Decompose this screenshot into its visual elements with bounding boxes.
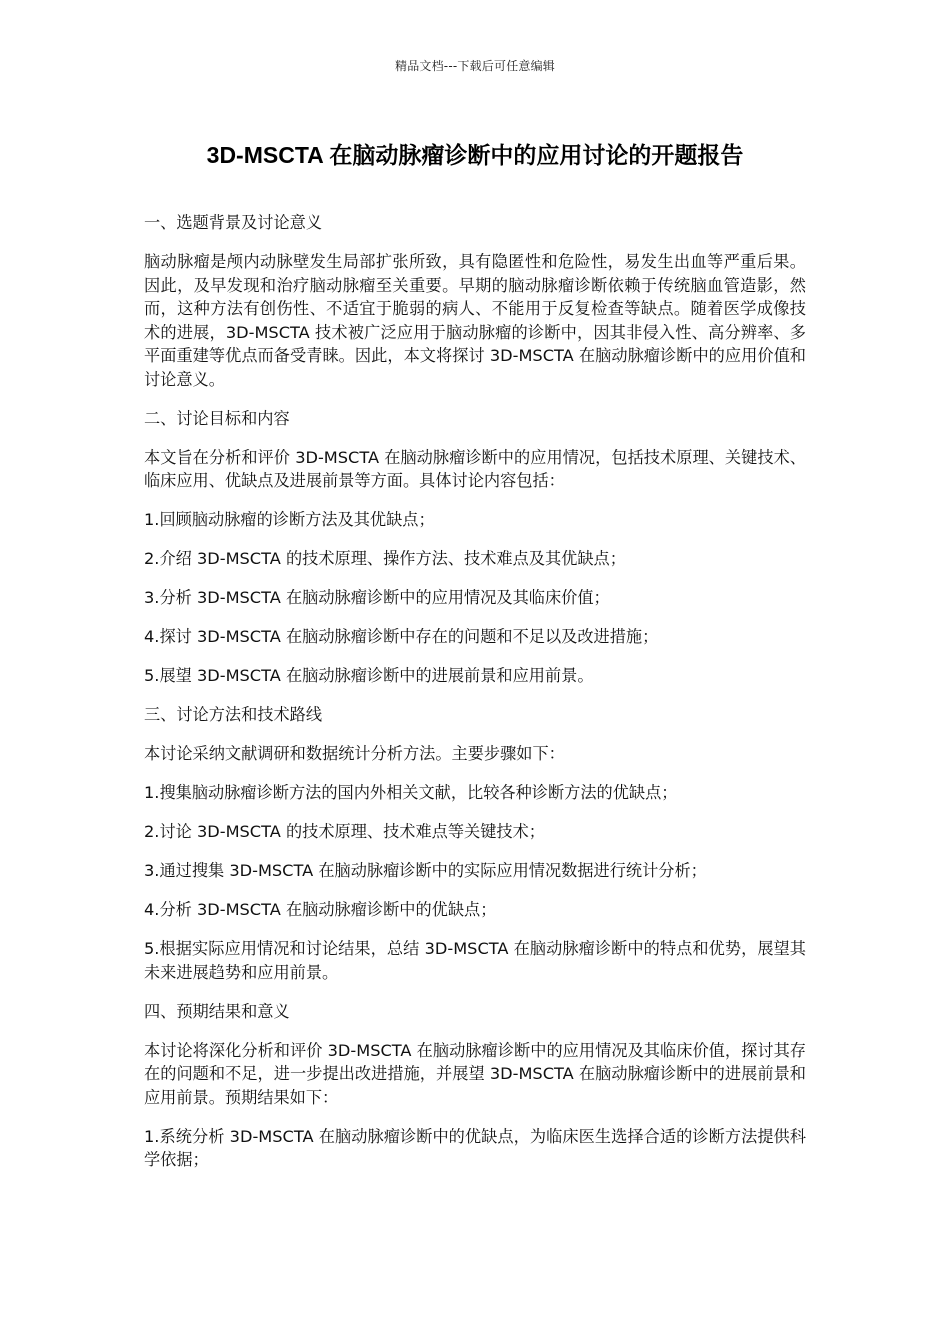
list-item: 1.系统分析 3D-MSCTA 在脑动脉瘤诊断中的优缺点，为临床医生选择合适的诊断方法提供科学依据；: [144, 1126, 806, 1169]
document-body: [144, 211, 806, 1187]
list-item: 3.通过搜集 3D-MSCTA 在脑动脉瘤诊断中的实际应用情况数据进行统计分析；: [144, 861, 707, 880]
list-item: 4.分析 3D-MSCTA 在脑动脉瘤诊断中的优缺点；: [144, 900, 497, 919]
paragraph-methods: 本讨论采纳文献调研和数据统计分析方法。主要步骤如下：: [144, 744, 565, 763]
list-item: 4.探讨 3D-MSCTA 在脑动脉瘤诊断中存在的问题和不足以及改进措施；: [144, 627, 659, 646]
list-item: 3.分析 3D-MSCTA 在脑动脉瘤诊断中的应用情况及其临床价值；: [144, 588, 610, 607]
section-heading-goals: 二、讨论目标和内容: [144, 408, 290, 428]
section-heading-results: 四、预期结果和意义: [144, 1001, 290, 1021]
section-heading-methods: 三、讨论方法和技术路线: [144, 705, 323, 724]
document-title: 3D-MSCTA 在脑动脉瘤诊断中的应用讨论的开题报告: [206, 142, 744, 168]
section-heading-background: 一、选题背景及讨论意义: [144, 213, 323, 232]
list-item: 1.回顾脑动脉瘤的诊断方法及其优缺点；: [144, 510, 435, 529]
list-item: 5.展望 3D-MSCTA 在脑动脉瘤诊断中的进展前景和应用前景。: [144, 666, 594, 685]
header-note: 精品文档---下载后可任意编辑: [395, 59, 555, 73]
list-item: 2.讨论 3D-MSCTA 的技术原理、技术难点等关键技术；: [144, 822, 545, 841]
list-item: 2.介绍 3D-MSCTA 的技术原理、操作方法、技术难点及其优缺点；: [144, 549, 626, 568]
list-item: 1.搜集脑动脉瘤诊断方法的国内外相关文献，比较各种诊断方法的优缺点；: [144, 783, 678, 802]
paragraph-background: 脑动脉瘤是颅内动脉壁发生局部扩张所致，具有隐匿性和危险性，易发生出血等严重后果。因此，及早发现和治疗脑动脉瘤至关重要。早期的脑动脉瘤诊断依赖于传统脑血管造影，然而，这种方法有创伤性、不适宜于脆弱的病人、不能用于反复检查等缺点。随着医学成像技术的进展，3D-MSCTA 技术被广泛应用于脑动脉瘤的诊断中，因其非侵入性、高分辨率、多平面重建等优点而备受青睐。因此，本文将探讨 3D-MSCTA 在脑动脉瘤诊断中的应用价值和讨论意义。: [144, 252, 806, 389]
list-item: 5.根据实际应用情况和讨论结果，总结 3D-MSCTA 在脑动脉瘤诊断中的特点和优势，展望其未来进展趋势和应用前景。: [144, 939, 806, 982]
paragraph-results: 本讨论将深化分析和评价 3D-MSCTA 在脑动脉瘤诊断中的应用情况及其临床价值，探讨其存在的问题和不足，进一步提出改进措施，并展望 3D-MSCTA 在脑动脉瘤诊断中的进展前景和应用前景。预期结果如下：: [144, 1040, 806, 1107]
paragraph-goals: 本文旨在分析和评价 3D-MSCTA 在脑动脉瘤诊断中的应用情况，包括技术原理、关键技术、临床应用、优缺点及进展前景等方面。具体讨论内容包括：: [144, 447, 806, 490]
